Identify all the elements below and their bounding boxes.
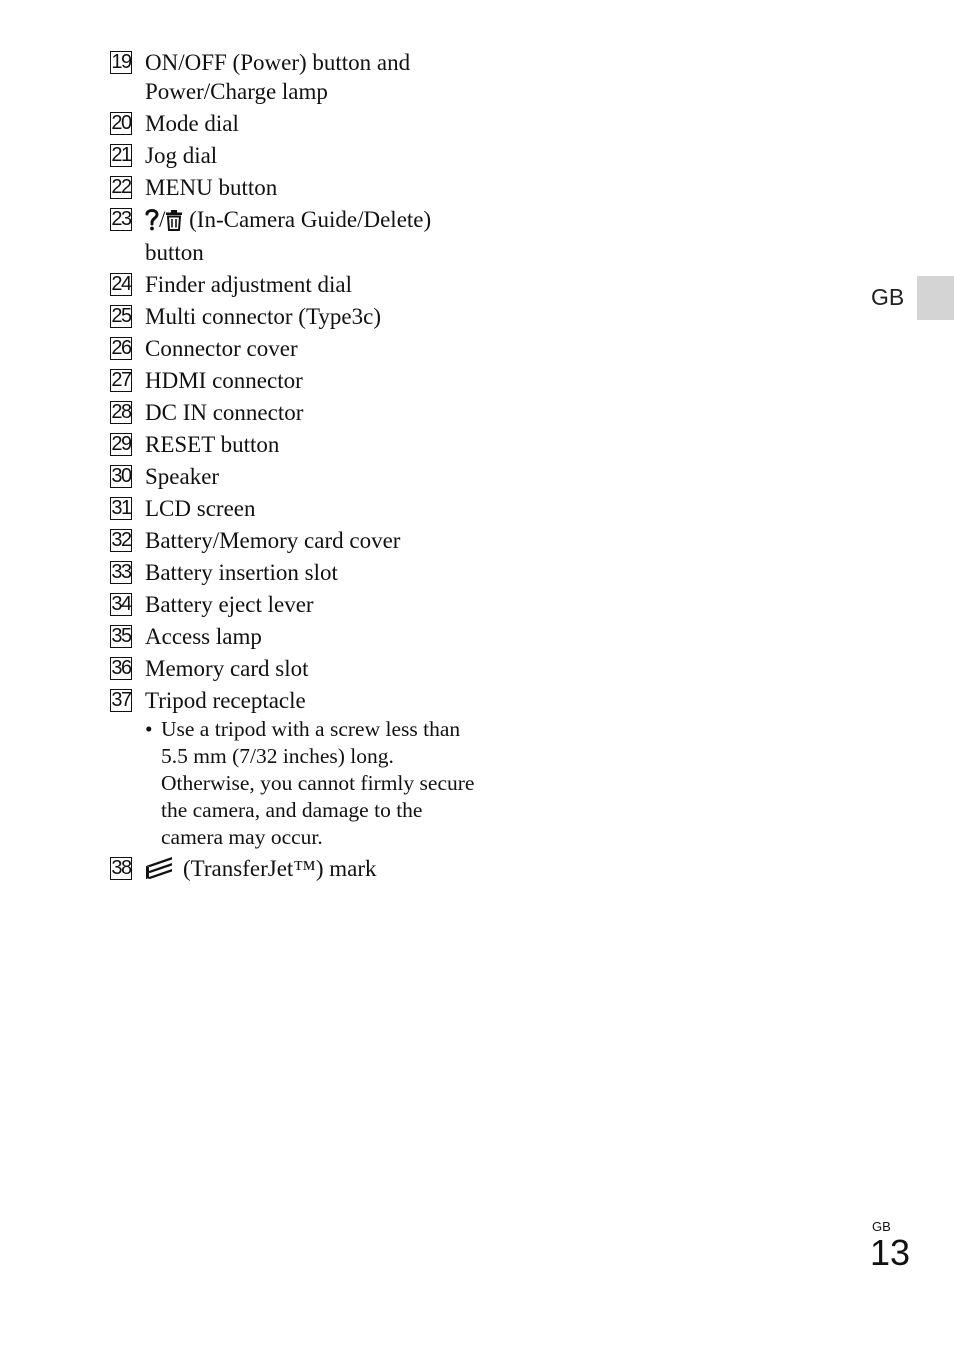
item-text: Multi connector (Type3c): [145, 304, 381, 329]
item-number-box: 33: [111, 561, 131, 583]
item-number-box: 25: [111, 305, 131, 327]
item-number-box: 29: [111, 433, 131, 455]
list-item: [110, 854, 480, 890]
list-item: [110, 462, 480, 494]
item-number-box: 34: [111, 593, 131, 615]
item-number-box: 35: [111, 625, 131, 647]
item-text: Finder adjustment dial: [145, 272, 352, 297]
page-language-label: GB: [872, 1219, 891, 1234]
page-number: 13: [870, 1232, 911, 1273]
list-item: [110, 622, 480, 654]
item-number-box: 32: [111, 529, 131, 551]
item-text: DC IN connector: [145, 400, 304, 425]
item-text: (In-Camera Guide/Delete) button: [145, 207, 432, 265]
item-text: Tripod receptacle: [145, 688, 306, 713]
item-number-box: 22: [111, 176, 131, 198]
help-icon: [145, 207, 159, 238]
item-text: Memory card slot: [145, 656, 309, 681]
list-item: [110, 48, 480, 109]
item-text: Mode dial: [145, 111, 239, 136]
list-item: [110, 270, 480, 302]
item-text: RESET button: [145, 432, 280, 457]
item-text: Battery insertion slot: [145, 560, 338, 585]
list-item: [110, 430, 480, 462]
note-bullet: •: [145, 717, 153, 741]
list-item: [110, 109, 480, 141]
list-item: [110, 302, 480, 334]
item-text: Battery/Memory card cover: [145, 528, 401, 553]
trash-icon: [165, 209, 183, 238]
list-item: [110, 686, 480, 854]
list-item: [110, 366, 480, 398]
item-text: Access lamp: [145, 624, 262, 649]
item-number-box: 28: [111, 401, 131, 423]
list-item: [110, 141, 480, 173]
section-tab: [917, 276, 954, 320]
list-item: [110, 398, 480, 430]
list-item: [110, 334, 480, 366]
item-note: [145, 716, 480, 851]
item-number-box: 21: [111, 144, 131, 166]
item-number-box: 27: [111, 369, 131, 391]
item-text: Jog dial: [145, 143, 218, 168]
item-text: LCD screen: [145, 496, 256, 521]
item-text: Battery eject lever: [145, 592, 314, 617]
list-item: [110, 654, 480, 686]
icon-separator: /: [159, 207, 166, 232]
item-text: Speaker: [145, 464, 220, 489]
list-item: [110, 173, 480, 205]
item-number-box: 23: [111, 208, 131, 230]
item-number-box: 20: [111, 112, 131, 134]
item-number-box: 38: [111, 857, 131, 879]
transferjet-icon: [145, 856, 173, 887]
item-number-box: 31: [111, 497, 131, 519]
note-text: Use a tripod with a screw less than 5.5 mm (7/32 inches) long. Otherwise, you cannot firmly secure the camera, and damage to the camera may occur.: [161, 717, 475, 849]
list-item: [110, 526, 480, 558]
item-text: Connector cover: [145, 336, 298, 361]
item-text: MENU button: [145, 175, 278, 200]
list-item: [110, 205, 480, 270]
section-tab-label: GB: [871, 284, 905, 310]
item-text: HDMI connector: [145, 368, 303, 393]
list-item: [110, 558, 480, 590]
list-item: [110, 590, 480, 622]
list-item: [110, 494, 480, 526]
item-number-box: 19: [111, 51, 131, 73]
item-number-box: 26: [111, 337, 131, 359]
item-number-box: 37: [111, 689, 131, 711]
component-list: [110, 48, 480, 890]
item-text: ON/OFF (Power) button and Power/Charge lamp: [145, 50, 411, 104]
item-number-box: 36: [111, 657, 131, 679]
item-number-box: 30: [111, 465, 131, 487]
item-text: (TransferJet™) mark: [183, 856, 377, 881]
item-number-box: 24: [111, 273, 131, 295]
